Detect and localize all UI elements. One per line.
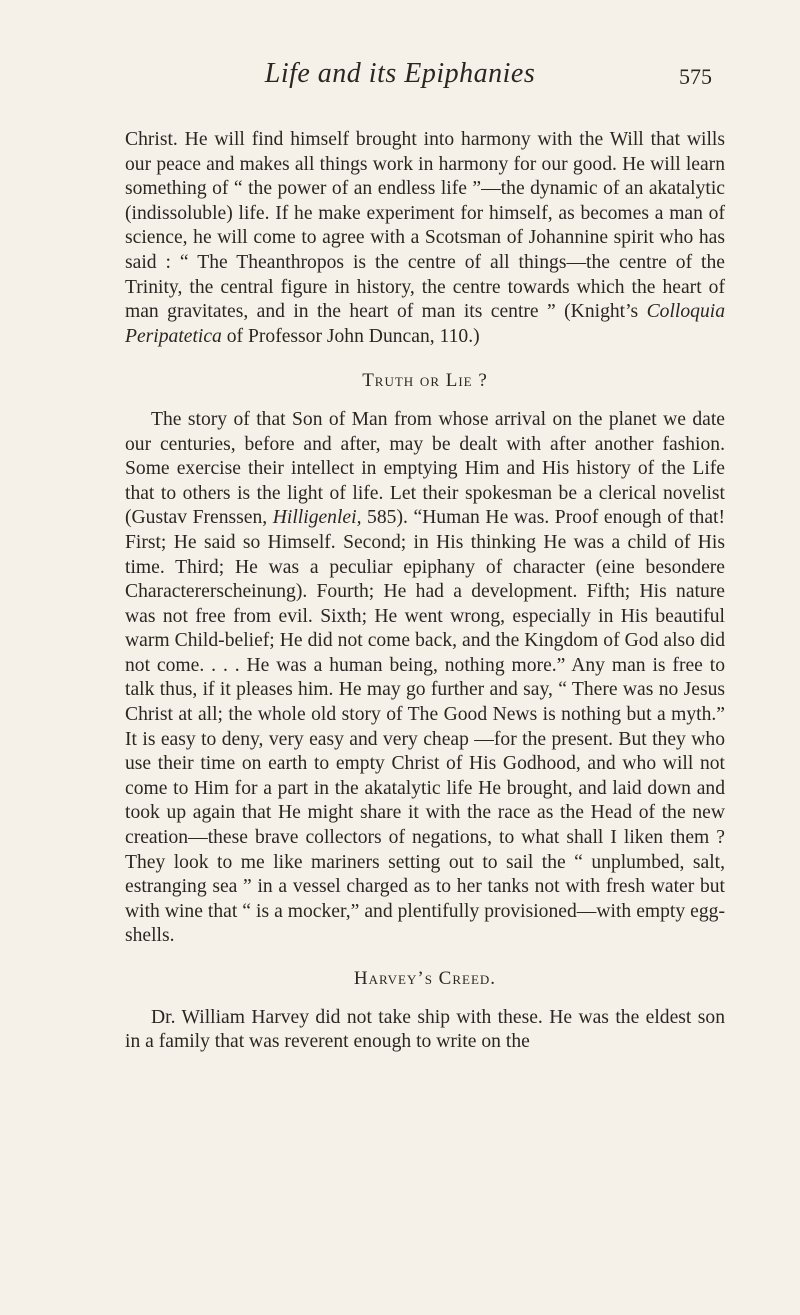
page-number: 575 (679, 64, 712, 89)
paragraph-truth-or-lie (125, 408, 725, 949)
paragraph-text: of Professor John Duncan, 110.) (221, 325, 480, 347)
paragraph-text: 585). “Human He was. Proof enough of that! First; He said so Himself. Second; in His thinking He was a child of His time. Third; He was a peculiar epiphany of character (eine besondere Charactererscheinung). Fourth; He had a development. Fifth; His nature was not free from evil. Sixth; He went wrong, especially in His beautiful warm Child-belief; He did not come back, and the Kingdom of God also did not come. . . . He was a human being, nothing more.” Any man is free to talk thus, if it pleases him. He may go further and say, “ There was no Jesus Christ at all; the whole old story of The Good News is nothing but a myth.” It is easy to deny, very easy and very cheap —for the present. But they who use their time on earth to empty Christ of His Godhood, and who will not come to Him for a part in the akatalytic life He brought, and laid down and took up again that He might share it with the race as the Head of the new creation—these brave collectors of negations, to what shall I liken them ? They look to me like mariners setting out to sail the “ unplumbed, salt, estranging sea ” in a vessel charged as to her tanks not with fresh water but with wine that “ is a mocker,” and plentifully provisioned—with empty egg-shells. (125, 507, 726, 947)
paragraph-text: The story of that Son of Man from whose arrival on the planet we date our centuries, before and after, may be dealt with after another fashion. Some exercise their intellect in emptying Him and His history of the Life that to others is the light of life. Let their spokesman be a clerical novelist (Gustav Frenssen, (125, 408, 725, 529)
running-head (0, 58, 800, 98)
book-title-colloquia: Colloquia Peripatetica (125, 301, 725, 347)
book-title-hilligenlei: Hilligenlei, (272, 507, 362, 529)
running-title: Life and its Epiphanies (264, 58, 536, 89)
section-heading-truth-or-lie: Truth or Lie ? (362, 370, 488, 392)
paragraph-continuation (125, 128, 725, 349)
paragraph-harveys-creed: Dr. William Harvey did not take ship with these. He was the eldest son in a family that was reverent enough to write on the (125, 1006, 725, 1053)
body-text (125, 128, 725, 1055)
section-heading-harveys-creed: Harvey’s Creed. (353, 968, 497, 989)
paragraph-text: Christ. He will find himself brought into harmony with the Will that wills our peace and makes all things work in harmony for our good. He will learn something of “ the power of an endless life ”—the dynamic of an akatalytic (indissoluble) life. If he make experiment for himself, as becomes a man of science, he will come to agree with a Scotsman of Johannine spirit who has said : “ The Theanthropos is the centre of all things—the centre of the Trinity, the central figure in history, the centre towards which the heart of man gravitates, and in the heart of man its centre ” (Knight’s (125, 129, 725, 323)
